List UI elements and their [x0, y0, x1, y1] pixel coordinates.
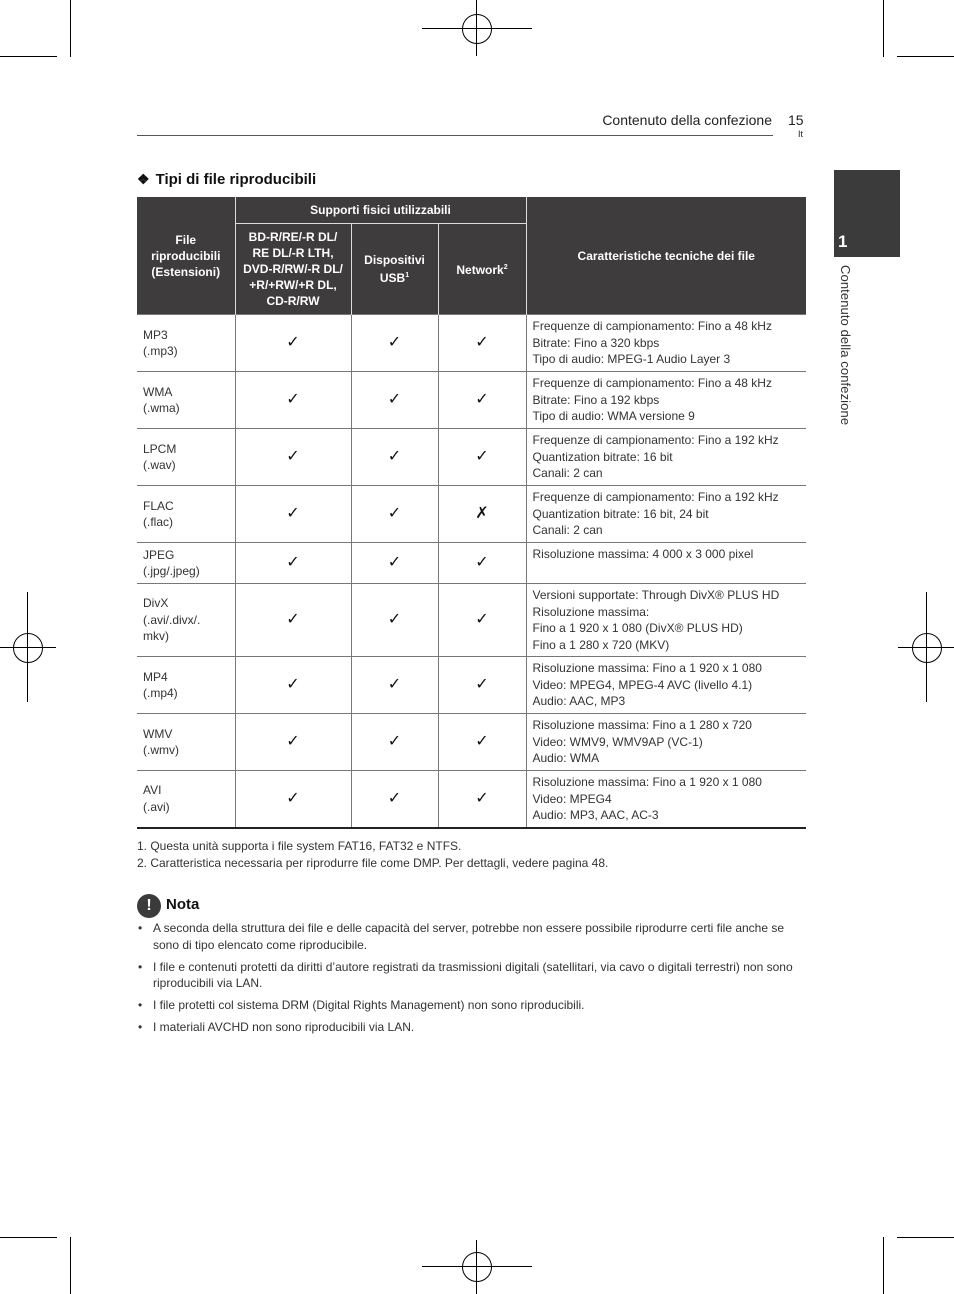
file-type-cell — [137, 714, 235, 771]
file-type-ext: (.mp3) — [143, 344, 178, 358]
network-support-cell: ✓ — [438, 771, 526, 828]
spec-line: Audio: AAC, MP3 — [532, 694, 626, 708]
list-item: • I file e contenuti protetti da diritti d’autore registrati da trasmissioni digitali (satellitari, via cavo o digitali terrestri) non sono riproducibili via LAN. — [137, 959, 807, 992]
spec-line: Tipo di audio: MPEG-1 Audio Layer 3 — [532, 352, 731, 366]
spec-line: Risoluzione massima: Fino a 1 920 x 1 080 — [532, 661, 762, 675]
network-support-cell: ✓ — [438, 372, 526, 429]
usb-support-cell: ✓ — [351, 315, 438, 372]
disc-support-cell: ✓ — [235, 771, 351, 828]
file-type-cell — [137, 429, 235, 486]
spec-line: Canali: 2 can — [532, 523, 603, 537]
network-support-cell: ✓ — [438, 584, 526, 657]
table-row — [137, 429, 806, 486]
header-usb-label: Dispositivi USB — [364, 253, 425, 285]
spec-line: Risoluzione massima: 4 000 x 3 000 pixel — [532, 547, 754, 561]
network-support-cell: ✓ — [438, 657, 526, 714]
spec-line: Bitrate: Fino a 192 kbps — [532, 392, 660, 407]
file-type-name: JPEG — [143, 547, 175, 562]
header-network-label: Network — [456, 263, 504, 277]
file-type-ext: (.wav) — [143, 458, 176, 472]
spec-line: Quantization bitrate: 16 bit — [532, 449, 673, 464]
file-type-cell — [137, 657, 235, 714]
list-item: • I materiali AVCHD non sono riproducibili via LAN. — [137, 1019, 807, 1036]
chapter-number: 1 — [838, 232, 848, 251]
spec-line: Video: MPEG4 — [532, 791, 612, 806]
chapter-label: Contenuto della confezione — [838, 265, 853, 426]
network-support-cell: ✗ — [438, 486, 526, 543]
header-usb-column — [351, 224, 438, 315]
spec-line: Video: WMV9, WMV9AP (VC-1) — [532, 734, 703, 749]
header-file-column: File riproducibili (Estensioni) — [137, 197, 235, 315]
spec-line: Frequenze di campionamento: Fino a 192 kHz — [532, 490, 779, 504]
spec-line: Versioni supportate: Through DivX® PLUS HD — [532, 588, 780, 602]
page-number: 15 — [788, 112, 804, 128]
file-type-ext: (.mp4) — [143, 686, 178, 700]
file-type-name: DivX — [143, 596, 169, 611]
header-network-column — [438, 224, 526, 315]
spec-line: Canali: 2 can — [532, 466, 603, 480]
spec-line: Quantization bitrate: 16 bit, 24 bit — [532, 506, 709, 521]
usb-support-cell: ✓ — [351, 657, 438, 714]
specs-cell — [526, 372, 806, 429]
disc-support-cell: ✓ — [235, 372, 351, 429]
section-title-text: Tipi di file riproducibili — [155, 171, 317, 188]
spec-line: Fino a 1 920 x 1 080 (DivX® PLUS HD) — [532, 621, 743, 635]
usb-support-cell: ✓ — [351, 714, 438, 771]
file-type-ext: (.avi/.divx/. mkv) — [143, 612, 201, 644]
spec-line: Frequenze di campionamento: Fino a 48 kHz — [532, 319, 772, 333]
list-item: • A seconda della struttura dei file e delle capacità del server, potrebbe non essere possibile riprodurre certi file anche se sono di tipo elencato come riproducibile. — [137, 920, 807, 953]
specs-cell — [526, 429, 806, 486]
disc-support-cell: ✓ — [235, 429, 351, 486]
note-list — [137, 920, 807, 1041]
disc-support-cell: ✓ — [235, 486, 351, 543]
usb-support-cell: ✓ — [351, 372, 438, 429]
file-type-cell — [137, 771, 235, 828]
file-type-cell — [137, 315, 235, 372]
network-support-cell: ✓ — [438, 315, 526, 372]
disc-support-cell: ✓ — [235, 657, 351, 714]
header-media-group: Supporti fisici utilizzabili — [235, 197, 526, 224]
specs-cell — [526, 771, 806, 828]
table-row — [137, 584, 806, 657]
playable-file-types-table — [137, 197, 806, 829]
file-type-name: FLAC — [143, 498, 174, 513]
usb-support-cell: ✓ — [351, 429, 438, 486]
specs-cell — [526, 315, 806, 372]
spec-line: Fino a 1 280 x 720 (MKV) — [532, 637, 670, 652]
spec-line: Frequenze di campionamento: Fino a 48 kHz — [532, 376, 772, 390]
header-divider — [137, 135, 773, 136]
footnote-ref-2: 2 — [503, 264, 508, 271]
specs-cell — [526, 584, 806, 657]
footnote-1: 1. Questa unità supporta i file system FAT16, FAT32 e NTFS. — [137, 839, 462, 853]
header-disc-column: BD-R/RE/-R DL/ RE DL/-R LTH, DVD-R/RW/-R DL/ +R/+RW/+R DL, CD-R/RW — [235, 224, 351, 315]
file-type-ext: (.flac) — [143, 515, 173, 529]
spec-line: Audio: WMA — [532, 751, 600, 765]
file-type-cell — [137, 372, 235, 429]
disc-support-cell: ✓ — [235, 714, 351, 771]
page-language: It — [798, 129, 804, 139]
section-title — [137, 171, 316, 188]
spec-line: Risoluzione massima: Fino a 1 280 x 720 — [532, 718, 752, 732]
file-type-cell — [137, 543, 235, 584]
table-row — [137, 714, 806, 771]
network-support-cell: ✓ — [438, 543, 526, 584]
table-row — [137, 372, 806, 429]
usb-support-cell: ✓ — [351, 584, 438, 657]
usb-support-cell: ✓ — [351, 543, 438, 584]
file-type-name: MP3 — [143, 327, 168, 342]
specs-cell — [526, 543, 806, 584]
header-specs-column: Caratteristiche tecniche dei file — [526, 197, 806, 315]
note-title: Nota — [166, 896, 200, 913]
network-support-cell: ✓ — [438, 429, 526, 486]
disc-support-cell: ✓ — [235, 315, 351, 372]
usb-support-cell: ✓ — [351, 771, 438, 828]
diamond-bullet-icon: ❖ — [137, 171, 150, 187]
file-type-ext: (.wma) — [143, 401, 180, 415]
footnotes — [137, 838, 608, 871]
footnote-ref-1: 1 — [405, 272, 410, 279]
table-row — [137, 657, 806, 714]
spec-line: Tipo di audio: WMA versione 9 — [532, 409, 695, 423]
file-type-cell — [137, 584, 235, 657]
file-type-name: WMV — [143, 726, 173, 741]
disc-support-cell: ✓ — [235, 584, 351, 657]
file-type-name: LPCM — [143, 441, 177, 456]
table-row — [137, 543, 806, 584]
specs-cell — [526, 657, 806, 714]
disc-support-cell: ✓ — [235, 543, 351, 584]
table-row — [137, 771, 806, 828]
spec-line: Frequenze di campionamento: Fino a 192 kHz — [532, 433, 779, 447]
file-type-name: MP4 — [143, 669, 168, 684]
specs-cell — [526, 486, 806, 543]
table-row — [137, 486, 806, 543]
spec-line: Risoluzione massima: Fino a 1 920 x 1 080 — [532, 775, 762, 789]
file-type-name: AVI — [143, 783, 162, 798]
list-item: • I file protetti col sistema DRM (Digital Rights Management) non sono riproducibili. — [137, 997, 807, 1014]
file-type-ext: (.wmv) — [143, 743, 179, 757]
spec-line: Bitrate: Fino a 320 kbps — [532, 335, 660, 350]
file-type-name: WMA — [143, 384, 173, 399]
file-type-ext: (.jpg/.jpeg) — [143, 564, 200, 578]
network-support-cell: ✓ — [438, 714, 526, 771]
file-type-ext: (.avi) — [143, 799, 170, 814]
usb-support-cell: ✓ — [351, 486, 438, 543]
running-header-title: Contenuto della confezione — [602, 112, 772, 128]
specs-cell — [526, 714, 806, 771]
exclamation-icon: ! — [137, 894, 161, 918]
file-type-cell — [137, 486, 235, 543]
spec-line: Video: MPEG4, MPEG-4 AVC (livello 4.1) — [532, 677, 753, 692]
spec-line: Audio: MP3, AAC, AC-3 — [532, 808, 659, 822]
footnote-2: 2. Caratteristica necessaria per riprodurre file come DMP. Per dettagli, vedere pagina 48. — [137, 855, 609, 870]
table-row — [137, 315, 806, 372]
spec-line: Risoluzione massima: — [532, 604, 650, 619]
